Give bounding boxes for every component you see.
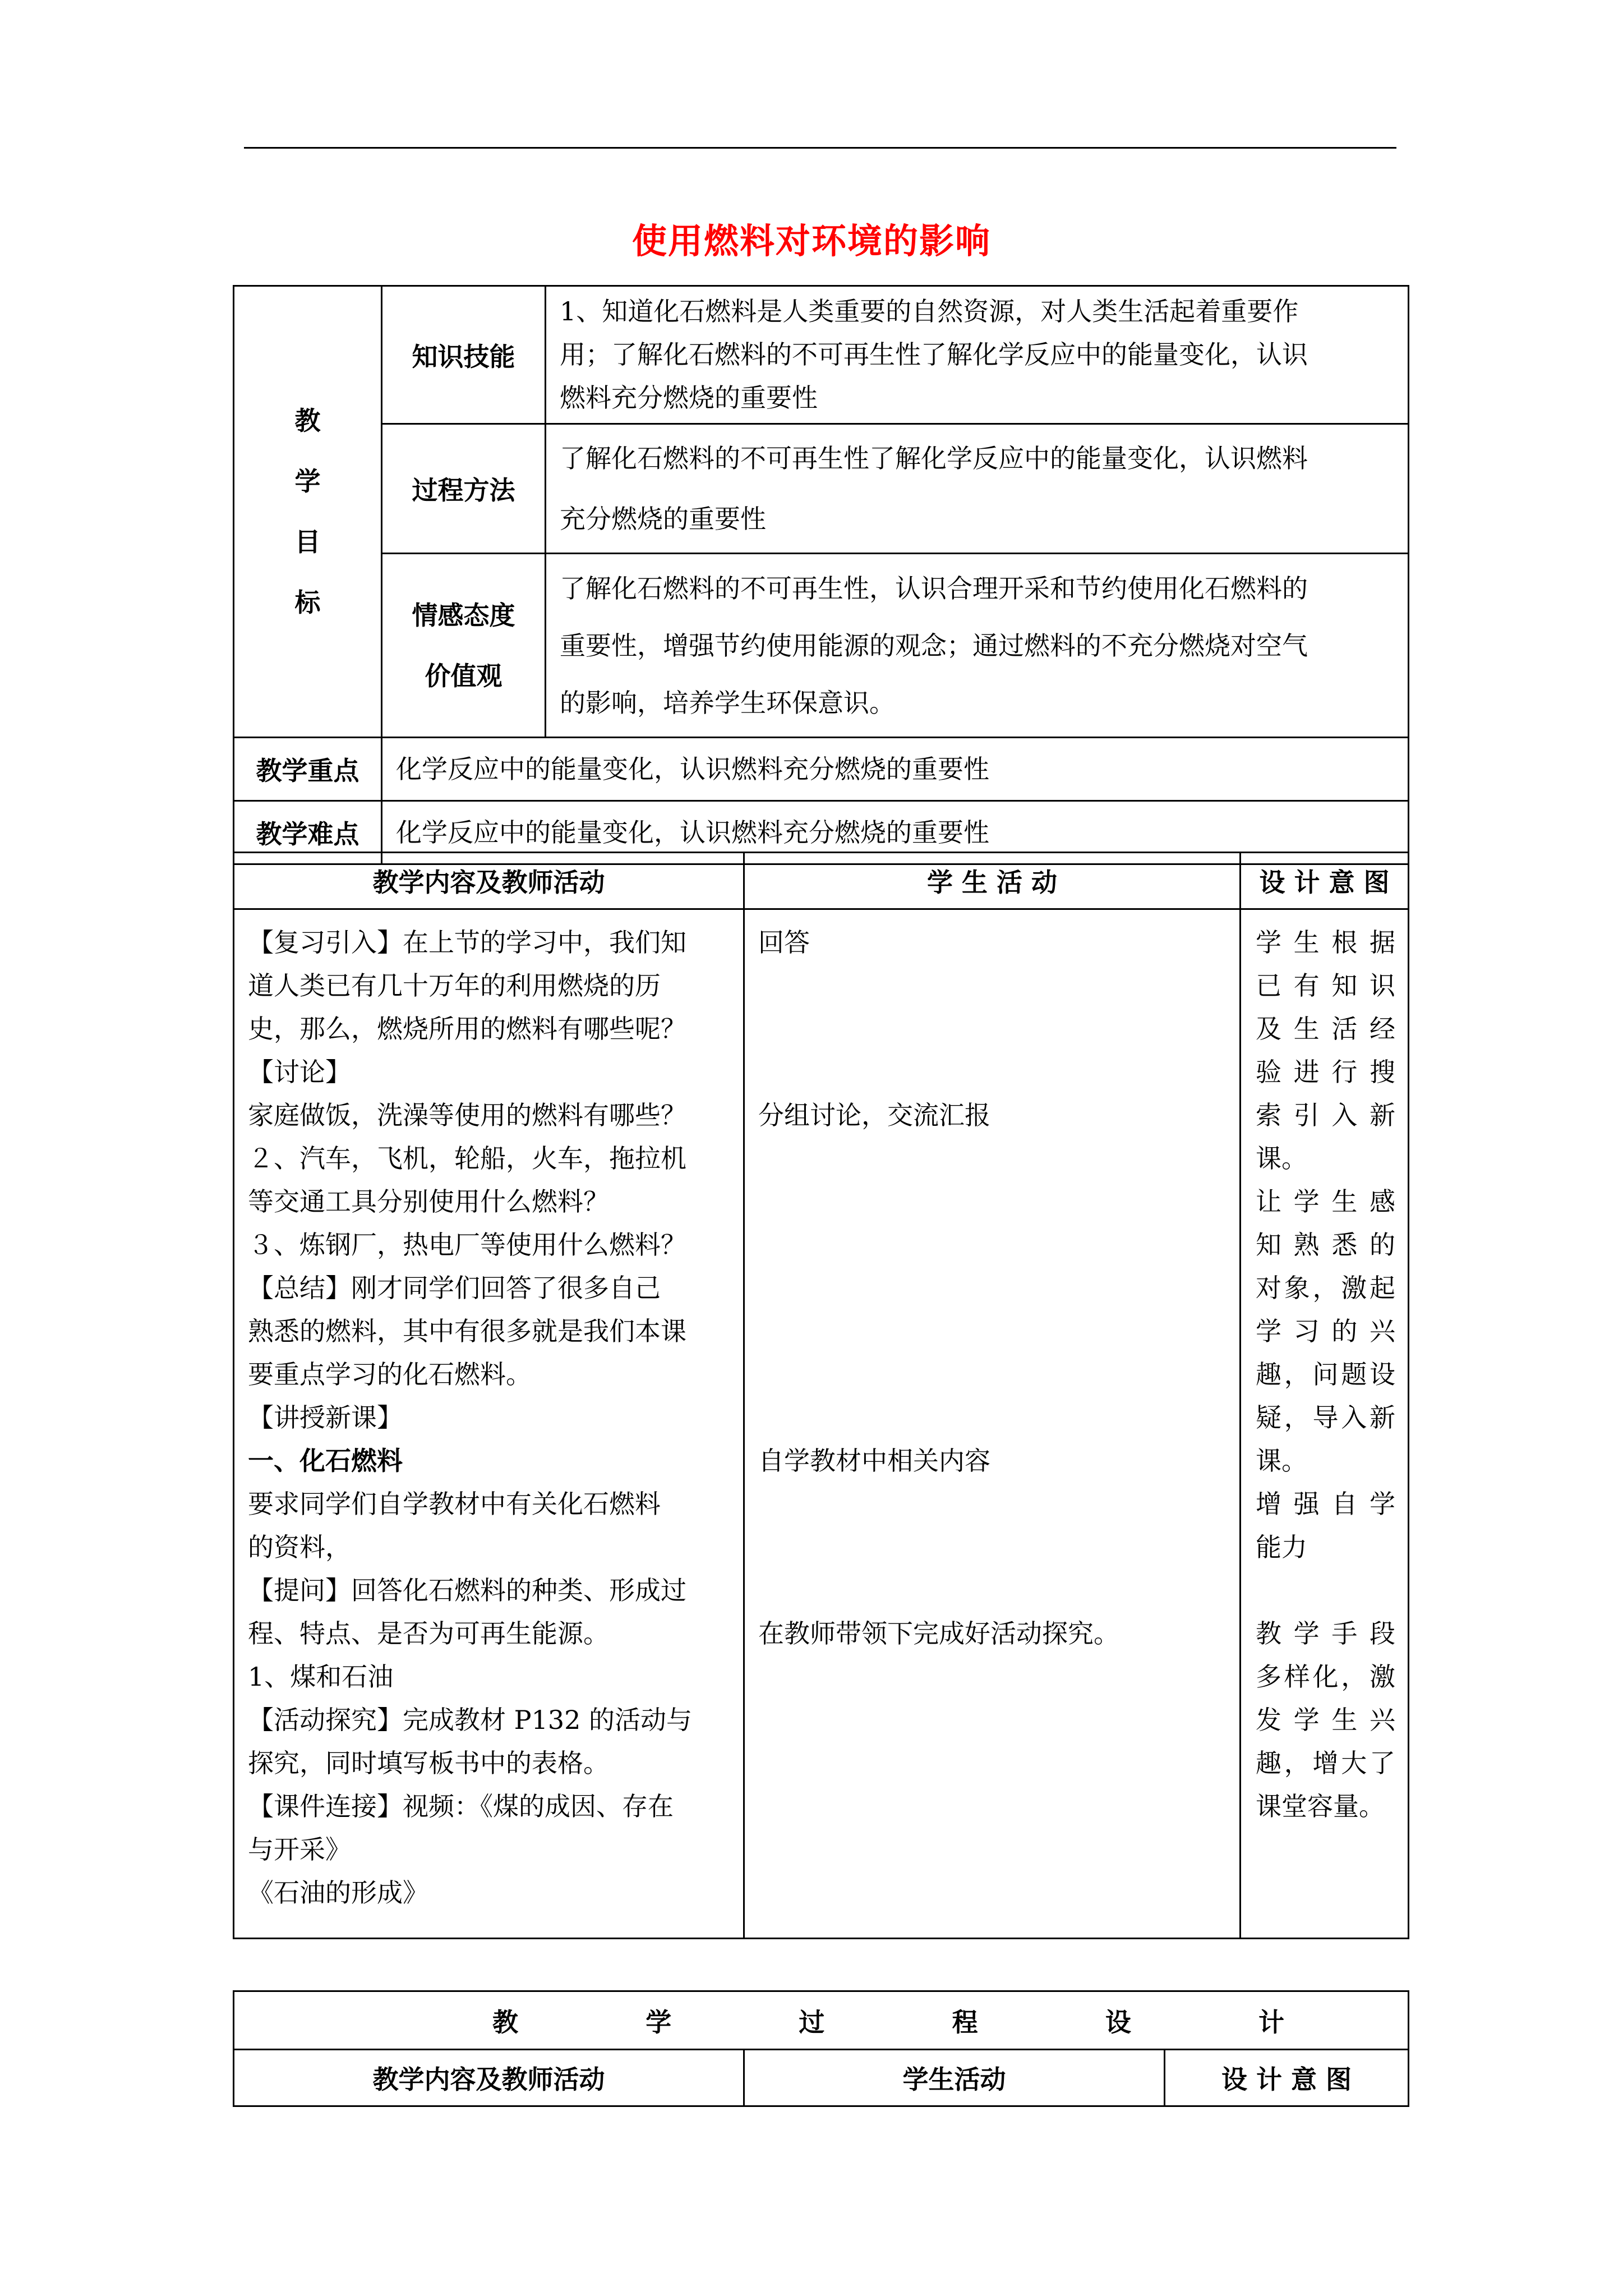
design-line: 对象，激起 bbox=[1256, 1273, 1395, 1303]
banner-char: 学 bbox=[645, 2007, 672, 2037]
header-design: 设 计 意 图 bbox=[1241, 853, 1409, 909]
difficulty-label: 教学难点 bbox=[234, 801, 382, 864]
design-line: 索引入新 bbox=[1256, 1100, 1395, 1130]
student-spacer bbox=[758, 1051, 1226, 1094]
teacher-line: 探究，同时填写板书中的表格。 bbox=[248, 1748, 609, 1778]
header-teacher: 教学内容及教师活动 bbox=[234, 853, 744, 909]
teacher-line: 【讨论】 bbox=[248, 1057, 351, 1087]
header-student: 学 生 活 动 bbox=[744, 853, 1241, 909]
objectives-label-char: 教 bbox=[294, 406, 321, 436]
difficulty-text: 化学反应中的能量变化，认识燃料充分燃烧的重要性 bbox=[382, 801, 1409, 864]
student-spacer bbox=[758, 964, 1226, 1007]
footer-header-student: 学生活动 bbox=[744, 2050, 1165, 2106]
student-activity-item: 在教师带领下完成好活动探究。 bbox=[758, 1618, 1119, 1649]
teacher-line: 【复习引入】在上节的学习中，我们知 bbox=[248, 927, 686, 958]
student-spacer bbox=[758, 1137, 1226, 1180]
teacher-line: 【活动探究】完成教材 P132 的活动与 bbox=[248, 1705, 692, 1735]
student-spacer bbox=[758, 1310, 1226, 1353]
student-spacer bbox=[758, 1569, 1226, 1612]
objectives-label-char: 标 bbox=[294, 587, 321, 618]
teacher-line: 【讲授新课】 bbox=[248, 1402, 403, 1433]
footer-header-teacher: 教学内容及教师活动 bbox=[234, 2050, 744, 2106]
emotion-line: 的影响，培养学生环保意识。 bbox=[560, 687, 895, 718]
process-label: 过程方法 bbox=[382, 424, 546, 554]
design-line: 增强自学 bbox=[1256, 1489, 1395, 1519]
header-rule bbox=[244, 147, 1396, 149]
teacher-line: 熟悉的燃料，其中有很多就是我们本课 bbox=[248, 1316, 686, 1346]
design-line: 多样化，激 bbox=[1256, 1662, 1395, 1692]
objectives-table bbox=[233, 285, 1409, 865]
emotion-label-line: 价值观 bbox=[425, 660, 502, 691]
objectives-label-char: 学 bbox=[294, 466, 321, 496]
page-title: 使用燃料对环境的影响 bbox=[631, 220, 991, 261]
objectives-label-char: 目 bbox=[294, 527, 321, 557]
teacher-activity-cell bbox=[234, 909, 744, 1939]
design-line: 能力 bbox=[1256, 1532, 1307, 1562]
process-design-banner bbox=[234, 1991, 1409, 2050]
teacher-line: 家庭做饭，洗澡等使用的燃料有哪些？ bbox=[248, 1100, 686, 1130]
process-line: 了解化石燃料的不可再生性了解化学反应中的能量变化，认识燃料 bbox=[560, 443, 1308, 473]
design-line: 课堂容量。 bbox=[1256, 1791, 1385, 1821]
student-spacer bbox=[758, 1483, 1226, 1526]
process-design-footer bbox=[233, 1990, 1409, 2107]
footer-header-design: 设 计 意 图 bbox=[1165, 2050, 1409, 2106]
teacher-line: ３、炼钢厂，热电厂等使用什么燃料？ bbox=[248, 1230, 686, 1260]
key-point-text: 化学反应中的能量变化，认识燃料充分燃烧的重要性 bbox=[382, 738, 1409, 801]
teacher-line: 程、特点、是否为可再生能源。 bbox=[248, 1618, 609, 1649]
knowledge-line: 用；了解化石燃料的不可再生性了解化学反应中的能量变化，认识 bbox=[560, 339, 1308, 370]
teacher-line: 【提问】回答化石燃料的种类、形成过 bbox=[248, 1575, 686, 1605]
design-line: 学生根据 bbox=[1256, 927, 1395, 958]
teacher-line: 【总结】刚才同学们回答了很多自己 bbox=[248, 1273, 661, 1303]
design-line: 知熟悉的 bbox=[1256, 1230, 1395, 1260]
student-spacer bbox=[758, 1353, 1226, 1396]
design-intent-cell bbox=[1241, 909, 1409, 1939]
process-table bbox=[233, 852, 1409, 1939]
knowledge-line: 燃料充分燃烧的重要性 bbox=[560, 383, 818, 413]
teacher-line: 等交通工具分别使用什么燃料？ bbox=[248, 1186, 609, 1217]
teacher-line: 【课件连接】视频：《煤的成因、存在 bbox=[248, 1791, 674, 1821]
knowledge-label: 知识技能 bbox=[382, 286, 546, 424]
knowledge-line: 1、知道化石燃料是人类重要的自然资源，对人类生活起着重要作 bbox=[560, 296, 1299, 326]
process-line: 充分燃烧的重要性 bbox=[560, 504, 766, 534]
teacher-line: 要重点学习的化石燃料。 bbox=[248, 1359, 532, 1389]
design-line: 教学手段 bbox=[1256, 1618, 1395, 1649]
student-spacer bbox=[758, 1396, 1226, 1439]
design-line: 已有知识 bbox=[1256, 970, 1395, 1001]
design-line: 趣，增大了 bbox=[1256, 1748, 1395, 1778]
process-text bbox=[546, 424, 1409, 554]
student-activity-item: 回答 bbox=[758, 927, 810, 958]
design-line: 及生活经 bbox=[1256, 1014, 1395, 1044]
emotion-line: 重要性，增强节约使用能源的观念；通过燃料的不充分燃烧对空气 bbox=[560, 630, 1308, 661]
knowledge-text bbox=[546, 286, 1409, 424]
teacher-line: 要求同学们自学教材中有关化石燃料 bbox=[248, 1489, 661, 1519]
key-point-label: 教学重点 bbox=[234, 738, 382, 801]
emotion-label-line: 情感态度 bbox=[412, 600, 515, 631]
banner-char: 程 bbox=[952, 2007, 978, 2037]
teacher-line: 的资料， bbox=[248, 1532, 351, 1562]
teacher-line: 与开采》 bbox=[248, 1834, 351, 1865]
student-activity-cell bbox=[744, 909, 1241, 1939]
student-spacer bbox=[758, 1007, 1226, 1051]
emotion-line: 了解化石燃料的不可再生性，认识合理开采和节约使用化石燃料的 bbox=[560, 573, 1308, 604]
design-line: 课。 bbox=[1256, 1446, 1307, 1476]
student-spacer bbox=[758, 1223, 1226, 1267]
design-line: 课。 bbox=[1256, 1143, 1307, 1174]
design-line: 趣，问题设 bbox=[1256, 1359, 1395, 1389]
teacher-line: ２、汽车，飞机，轮船，火车，拖拉机 bbox=[248, 1143, 686, 1174]
design-line bbox=[1256, 1569, 1395, 1612]
student-activity-item: 自学教材中相关内容 bbox=[758, 1446, 990, 1476]
emotion-label bbox=[382, 554, 546, 738]
design-line: 发学生兴 bbox=[1256, 1705, 1395, 1735]
student-spacer bbox=[758, 1180, 1226, 1223]
design-line: 验进行搜 bbox=[1256, 1057, 1395, 1087]
teacher-line: 1、煤和石油 bbox=[248, 1662, 394, 1692]
banner-char: 教 bbox=[492, 2007, 518, 2037]
objectives-row-label bbox=[234, 286, 382, 738]
teacher-line: 《石油的形成》 bbox=[248, 1878, 428, 1908]
teacher-line: 史，那么，燃烧所用的燃料有哪些呢？ bbox=[248, 1014, 686, 1044]
design-line: 疑，导入新 bbox=[1256, 1402, 1395, 1433]
design-line: 学习的兴 bbox=[1256, 1316, 1395, 1346]
banner-char: 计 bbox=[1258, 2007, 1285, 2037]
design-line: 让学生感 bbox=[1256, 1186, 1395, 1217]
emotion-text bbox=[546, 554, 1409, 738]
student-spacer bbox=[758, 1267, 1226, 1310]
student-activity-item: 分组讨论，交流汇报 bbox=[758, 1100, 990, 1130]
banner-char: 设 bbox=[1105, 2007, 1131, 2037]
teacher-line: 一、化石燃料 bbox=[248, 1446, 403, 1476]
student-spacer bbox=[758, 1526, 1226, 1569]
teacher-line: 道人类已有几十万年的利用燃烧的历 bbox=[248, 970, 661, 1001]
banner-char: 过 bbox=[799, 2007, 825, 2037]
